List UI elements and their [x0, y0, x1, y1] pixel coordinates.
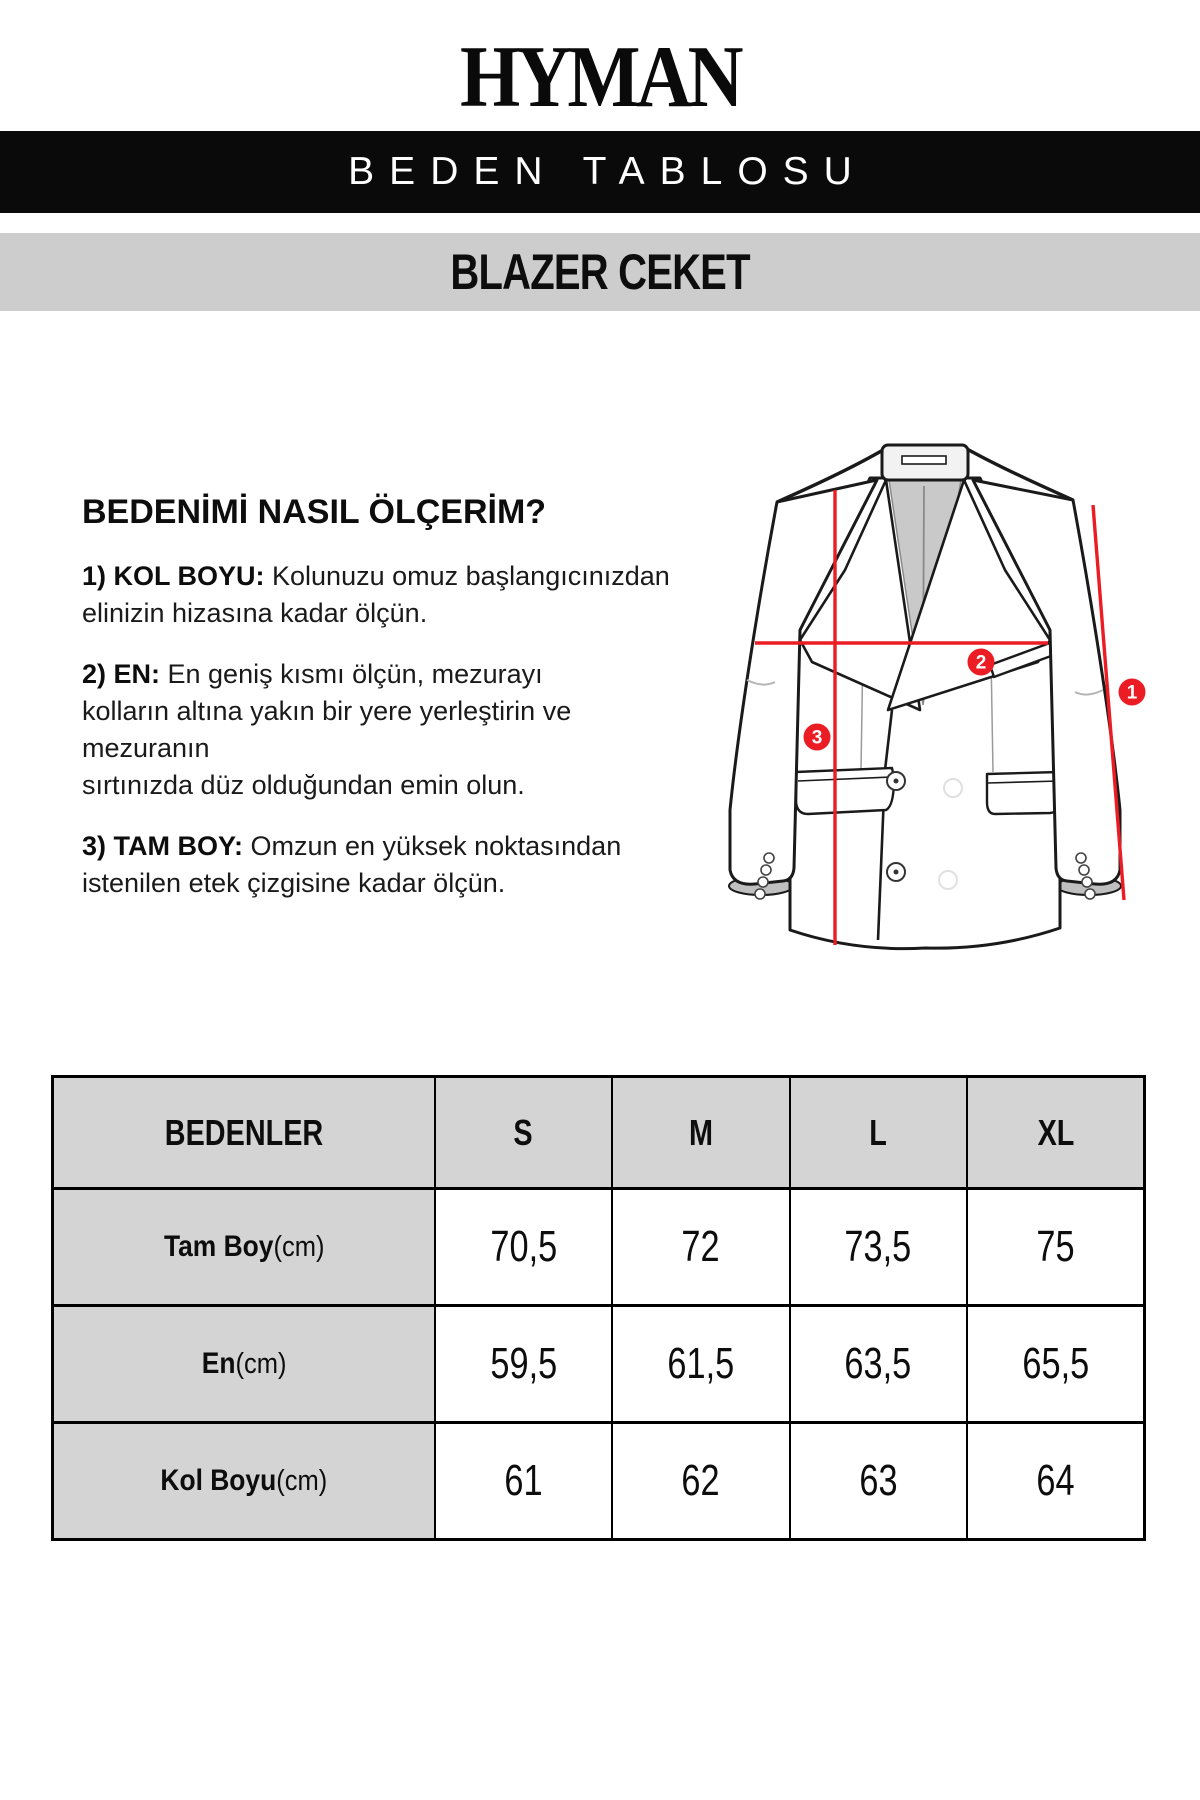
size-chart-banner-title: BEDEN TABLOSU [348, 150, 867, 193]
table-row-kol-boyu [53, 1423, 1145, 1540]
right-flap-pocket [987, 772, 1060, 814]
kol-boyu-m: 62 [612, 1423, 789, 1540]
row-label-kol-boyu: Kol Boyu(cm) [53, 1423, 435, 1540]
badge-2-number: 2 [975, 652, 987, 674]
left-cuff-button-2 [761, 865, 771, 875]
right-cuff-button-1 [1076, 853, 1086, 863]
measuring-instructions [82, 492, 672, 926]
product-title-bar [0, 233, 1200, 311]
measure-badge-2 [968, 649, 995, 676]
brand-logo-text: HYMAN [460, 29, 740, 126]
hanger-loop-slot [902, 456, 946, 464]
size-table-header-row [53, 1077, 1145, 1189]
step1-line2: elinizin hizasına kadar ölçün. [82, 598, 428, 628]
header-size-s: S [435, 1077, 612, 1189]
front-button-top-hole [894, 779, 899, 784]
step3-line1: Omzun en yüksek noktasından [243, 831, 622, 861]
row-label-en: En(cm) [53, 1306, 435, 1423]
header-size-xl: XL [967, 1077, 1144, 1189]
blazer-line-art [695, 440, 1155, 955]
instruction-step-1 [82, 558, 672, 632]
size-chart-banner [0, 131, 1200, 213]
measure-badge-1 [1119, 679, 1146, 706]
size-table [51, 1075, 1146, 1541]
header-bedenler: BEDENLER [53, 1077, 435, 1189]
kol-boyu-l: 63 [790, 1423, 967, 1540]
left-cuff-button-4 [755, 889, 765, 899]
badge-3-number: 3 [811, 727, 823, 749]
kol-boyu-s: 61 [435, 1423, 612, 1540]
en-m: 61,5 [612, 1306, 789, 1423]
step3-line2: istenilen etek çizgisine kadar ölçün. [82, 868, 506, 898]
step2-line3: sırtınızda düz olduğundan emin olun. [82, 770, 525, 800]
en-l: 63,5 [790, 1306, 967, 1423]
brand-logo [0, 29, 1200, 126]
tam-boy-m: 72 [612, 1189, 789, 1306]
badge-1-number: 1 [1126, 682, 1138, 704]
en-xl: 65,5 [967, 1306, 1144, 1423]
measure-badge-3 [804, 724, 831, 751]
instructions-heading: BEDENİMİ NASIL ÖLÇERİM? [82, 493, 547, 531]
product-title: BLAZER CEKET [450, 244, 750, 300]
step2-line2: kolların altına yakın bir yere yerleştirin ve mezuranın [82, 696, 572, 763]
header-size-m: M [612, 1077, 789, 1189]
right-cuff-button-2 [1079, 865, 1089, 875]
kol-boyu-xl: 64 [967, 1423, 1144, 1540]
step1-line1: Kolunuzu omuz başlangıcınızdan [264, 561, 670, 591]
instruction-step-2 [82, 656, 672, 804]
step1-label: 1) KOL BOYU: [82, 561, 265, 591]
table-row-tam-boy [53, 1189, 1145, 1306]
left-flap-pocket [796, 768, 894, 814]
right-cuff-button-3 [1082, 877, 1092, 887]
step2-line1: En geniş kısmı ölçün, mezurayı [160, 659, 543, 689]
step2-label: 2) EN: [82, 659, 161, 689]
front-button-bottom-hole [894, 870, 899, 875]
table-row-en [53, 1306, 1145, 1423]
header-size-l: L [790, 1077, 967, 1189]
instruction-step-3 [82, 828, 672, 902]
tam-boy-l: 73,5 [790, 1189, 967, 1306]
row-label-tam-boy: Tam Boy(cm) [53, 1189, 435, 1306]
blazer-measurement-diagram [695, 440, 1155, 955]
left-cuff-button-1 [764, 853, 774, 863]
en-s: 59,5 [435, 1306, 612, 1423]
step3-label: 3) TAM BOY: [82, 831, 243, 861]
right-cuff-button-4 [1085, 889, 1095, 899]
left-cuff-button-3 [758, 877, 768, 887]
tam-boy-s: 70,5 [435, 1189, 612, 1306]
tam-boy-xl: 75 [967, 1189, 1144, 1306]
